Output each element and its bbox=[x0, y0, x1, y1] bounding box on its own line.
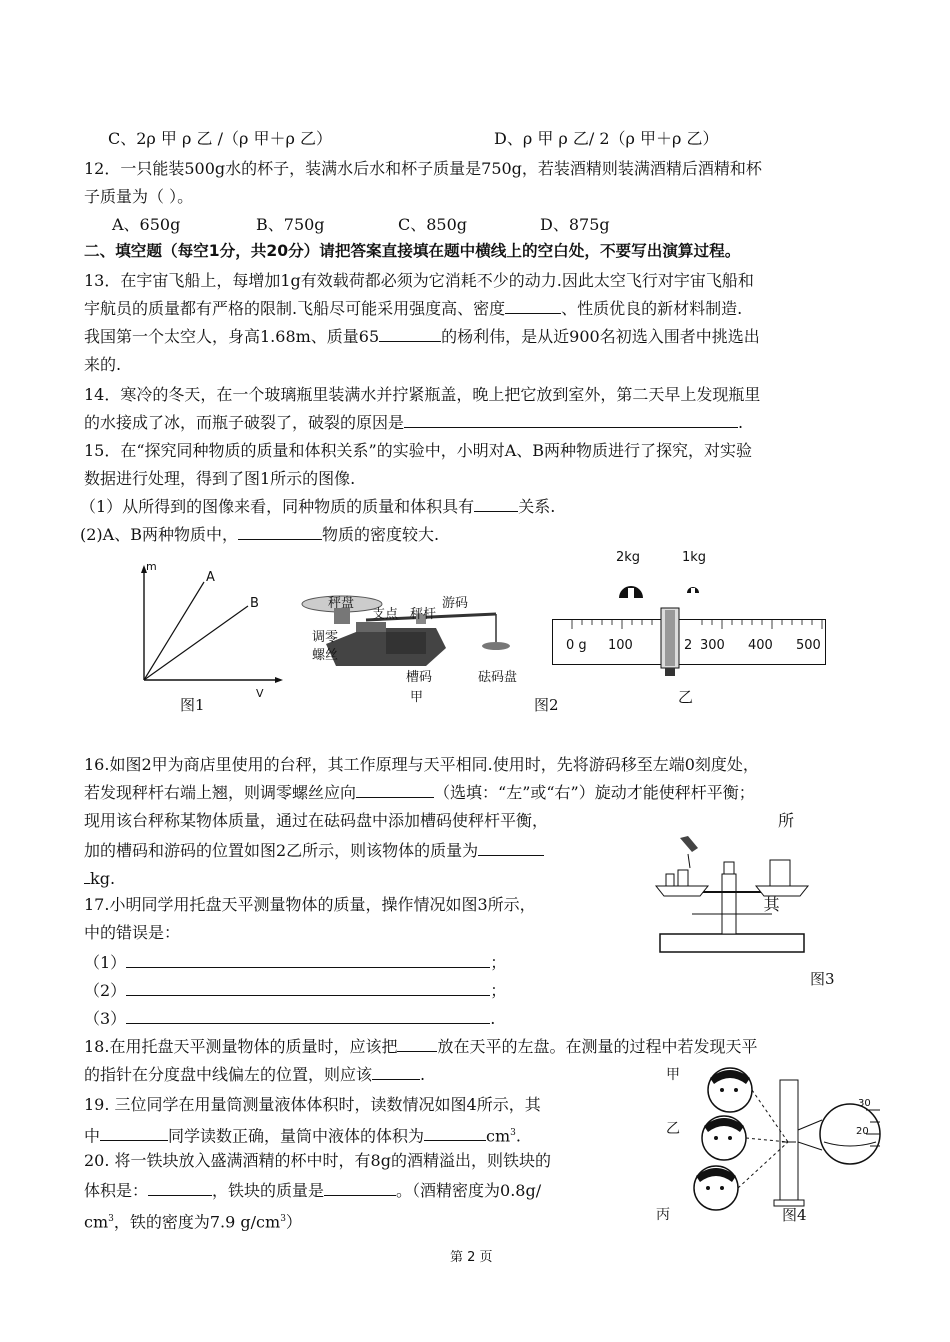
q20-line1: 20. 将一铁块放入盛满酒精的杯中时，有8g的酒精溢出，则铁块的 bbox=[84, 1151, 551, 1170]
answer-blank[interactable] bbox=[404, 413, 738, 428]
figure-1-y-label: m bbox=[146, 560, 157, 573]
q14-line1: 14．寒冷的冬天，在一个玻璃瓶里装满水并拧紧瓶盖，晚上把它放到室外，第二天早上发现瓶里 bbox=[84, 385, 761, 404]
q15-line1: 15．在“探究同种物质的质量和体积关系”的实验中，小明对A、B两种物质进行了探究，对实验 bbox=[84, 441, 753, 460]
label-yi: 乙 bbox=[678, 688, 694, 706]
q14-line2: 的水接成了冰，而瓶子破裂了，破裂的原因是 . bbox=[84, 413, 744, 432]
fig4-label-yi: 乙 bbox=[666, 1121, 680, 1137]
q17-item3: （3） . bbox=[84, 1009, 496, 1028]
answer-blank[interactable] bbox=[100, 1126, 168, 1141]
q20-line2: 体积是： ，铁块的质量是 。（酒精密度为0.8g/ bbox=[84, 1181, 542, 1200]
answer-blank[interactable] bbox=[424, 1126, 486, 1141]
label-beam: 秤杆 bbox=[410, 607, 437, 622]
figure-1-line-a-label: A bbox=[206, 570, 215, 585]
figure-3-caption: 图3 bbox=[810, 970, 835, 988]
q17-line1: 17.小明同学用托盘天平测量物体的质量，操作情况如图3所示， 其 bbox=[84, 895, 780, 914]
weight-1kg-icon bbox=[685, 578, 701, 598]
answer-blank[interactable] bbox=[379, 327, 441, 342]
figure-1-graph bbox=[118, 562, 288, 692]
answer-blank[interactable] bbox=[126, 981, 490, 996]
q15-line2: 数据进行处理，得到了图1所示的图像. bbox=[84, 469, 356, 488]
label-slot-weight: 槽码 bbox=[406, 670, 433, 685]
answer-blank[interactable] bbox=[126, 953, 490, 968]
q11-option-d: D、ρ 甲 ρ 乙/ 2（ρ 甲＋ρ 乙） bbox=[494, 129, 719, 148]
ruler-tick-200: 2 bbox=[684, 638, 693, 653]
figure-4-caption: 图4 bbox=[782, 1206, 807, 1224]
q18-line2: 的指针在分度盘中线偏左的位置，则应该 . bbox=[84, 1065, 426, 1084]
weight-2kg-icon bbox=[616, 570, 646, 604]
q19-line2: 中 同学读数正确，量筒中液体的体积为 $cm^3$. bbox=[84, 1126, 521, 1146]
figure-2-caption: 图2 bbox=[534, 696, 559, 714]
answer-blank[interactable] bbox=[478, 841, 544, 856]
weight-1kg-label: 1kg bbox=[682, 550, 707, 565]
label-zero-adjust: 调零 bbox=[312, 630, 339, 645]
q15-line3: （1）从所得到的图像来看，同种物质的质量和体积具有 关系. bbox=[80, 497, 556, 516]
q12-line2: 子质量为（ ）。 bbox=[84, 187, 194, 206]
fig4-tick-20: 20 bbox=[856, 1126, 869, 1137]
q12-option-d: D、875g bbox=[540, 215, 610, 234]
ruler-tick-400: 400 bbox=[748, 638, 773, 653]
q12-option-c: C、850g bbox=[398, 215, 468, 234]
q16-line5: kg. bbox=[84, 868, 115, 890]
figure-1-caption: 图1 bbox=[180, 696, 205, 714]
q16-line1: 16.如图2甲为商店里使用的台秤，其工作原理与天平相同.使用时，先将游码移至左端0刻度处， bbox=[84, 755, 759, 774]
figure-1-x-label: V bbox=[256, 687, 264, 700]
ruler-rider[interactable] bbox=[657, 606, 683, 678]
label-jia: 甲 bbox=[410, 690, 424, 705]
ruler-tick-100: 100 bbox=[608, 638, 633, 653]
q16-line4: 加的槽码和游码的位置如图2乙所示，则该物体的质量为 bbox=[84, 840, 544, 862]
answer-blank[interactable] bbox=[474, 497, 518, 512]
q13-line2: 宇航员的质量都有严格的限制.飞船尽可能采用强度高、密度 、性质优良的新材料制造. bbox=[84, 299, 743, 318]
q13-line1: 13．在宇宙飞船上，每增加1g有效载荷都必须为它消耗不少的动力.因此太空飞行对宇宙飞船和 bbox=[84, 271, 754, 290]
ruler-tick-500: 500 bbox=[796, 638, 821, 653]
q12-option-b: B、750g bbox=[256, 215, 325, 234]
q17-line2: 中的错误是： bbox=[84, 923, 181, 942]
q12-option-a: A、650g bbox=[112, 215, 181, 234]
q17-item1: （1） ； bbox=[84, 953, 507, 972]
label-pan: 秤盘 bbox=[328, 596, 355, 611]
q20-line3: $cm^3$，铁的密度为7.9 $g/cm^3$） bbox=[84, 1212, 302, 1232]
answer-blank[interactable] bbox=[356, 783, 434, 798]
ruler-tick-0: 0 g bbox=[566, 638, 587, 653]
q16-line2: 若发现秤杆右端上翘，则调零螺丝应向 （选填：“左”或“右”）旋动才能使秤杆平衡； bbox=[84, 783, 755, 802]
page-footer: 第 2 页 bbox=[450, 1250, 493, 1265]
q17-item2: （2） ； bbox=[84, 981, 507, 1000]
label-fulcrum: 支点 bbox=[372, 607, 399, 622]
section-2-heading: 二、填空题（每空1分，共20分）请把答案直接填在题中横线上的空白处，不要写出演算过程。 bbox=[84, 242, 741, 260]
q13-line3: 我国第一个太空人，身高1.68m、质量65 的杨利伟，是从近900名初选入围者中挑选出 bbox=[84, 327, 760, 346]
ruler-tick-300: 300 bbox=[700, 638, 725, 653]
q11-option-c: C、2ρ 甲 ρ 乙 /（ρ 甲＋ρ 乙） bbox=[108, 129, 332, 148]
label-weight-pan: 砝码盘 bbox=[478, 670, 518, 685]
answer-blank[interactable] bbox=[372, 1065, 420, 1080]
figure-4-cylinder-image bbox=[676, 1060, 888, 1226]
q13-line4: 来的. bbox=[84, 355, 122, 374]
label-rider: 游码 bbox=[442, 596, 469, 611]
answer-blank[interactable] bbox=[324, 1181, 396, 1196]
answer-blank[interactable] bbox=[238, 525, 322, 540]
label-zero-screw: 螺丝 bbox=[312, 648, 339, 663]
figure-1-line-b-label: B bbox=[250, 596, 259, 611]
q12-line1: 12．一只能装500g水的杯子，装满水后水和杯子质量是750g，若装酒精则装满酒精后酒精和杯 bbox=[84, 159, 762, 178]
q15-line4: (2)A、B两种物质中， 物质的密度较大. bbox=[80, 525, 440, 544]
answer-blank[interactable] bbox=[397, 1037, 437, 1052]
fig4-label-jia: 甲 bbox=[666, 1067, 680, 1083]
fig4-label-bing: 丙 bbox=[656, 1207, 670, 1223]
weight-2kg-label: 2kg bbox=[616, 550, 641, 565]
q16-line3: 现用该台秤称某物体质量，通过在砝码盘中添加槽码使秤杆平衡， 所 bbox=[84, 811, 795, 830]
fig4-tick-30: 30 bbox=[858, 1098, 871, 1109]
answer-blank[interactable] bbox=[126, 1009, 490, 1024]
answer-blank[interactable] bbox=[505, 299, 561, 314]
answer-blank[interactable] bbox=[148, 1181, 212, 1196]
q18-line1: 18.在用托盘天平测量物体的质量时，应该把 放在天平的左盘。在测量的过程中若发现天平 bbox=[84, 1037, 758, 1056]
q19-line1: 19. 三位同学在用量筒测量液体体积时，读数情况如图4所示，其 bbox=[84, 1095, 541, 1114]
